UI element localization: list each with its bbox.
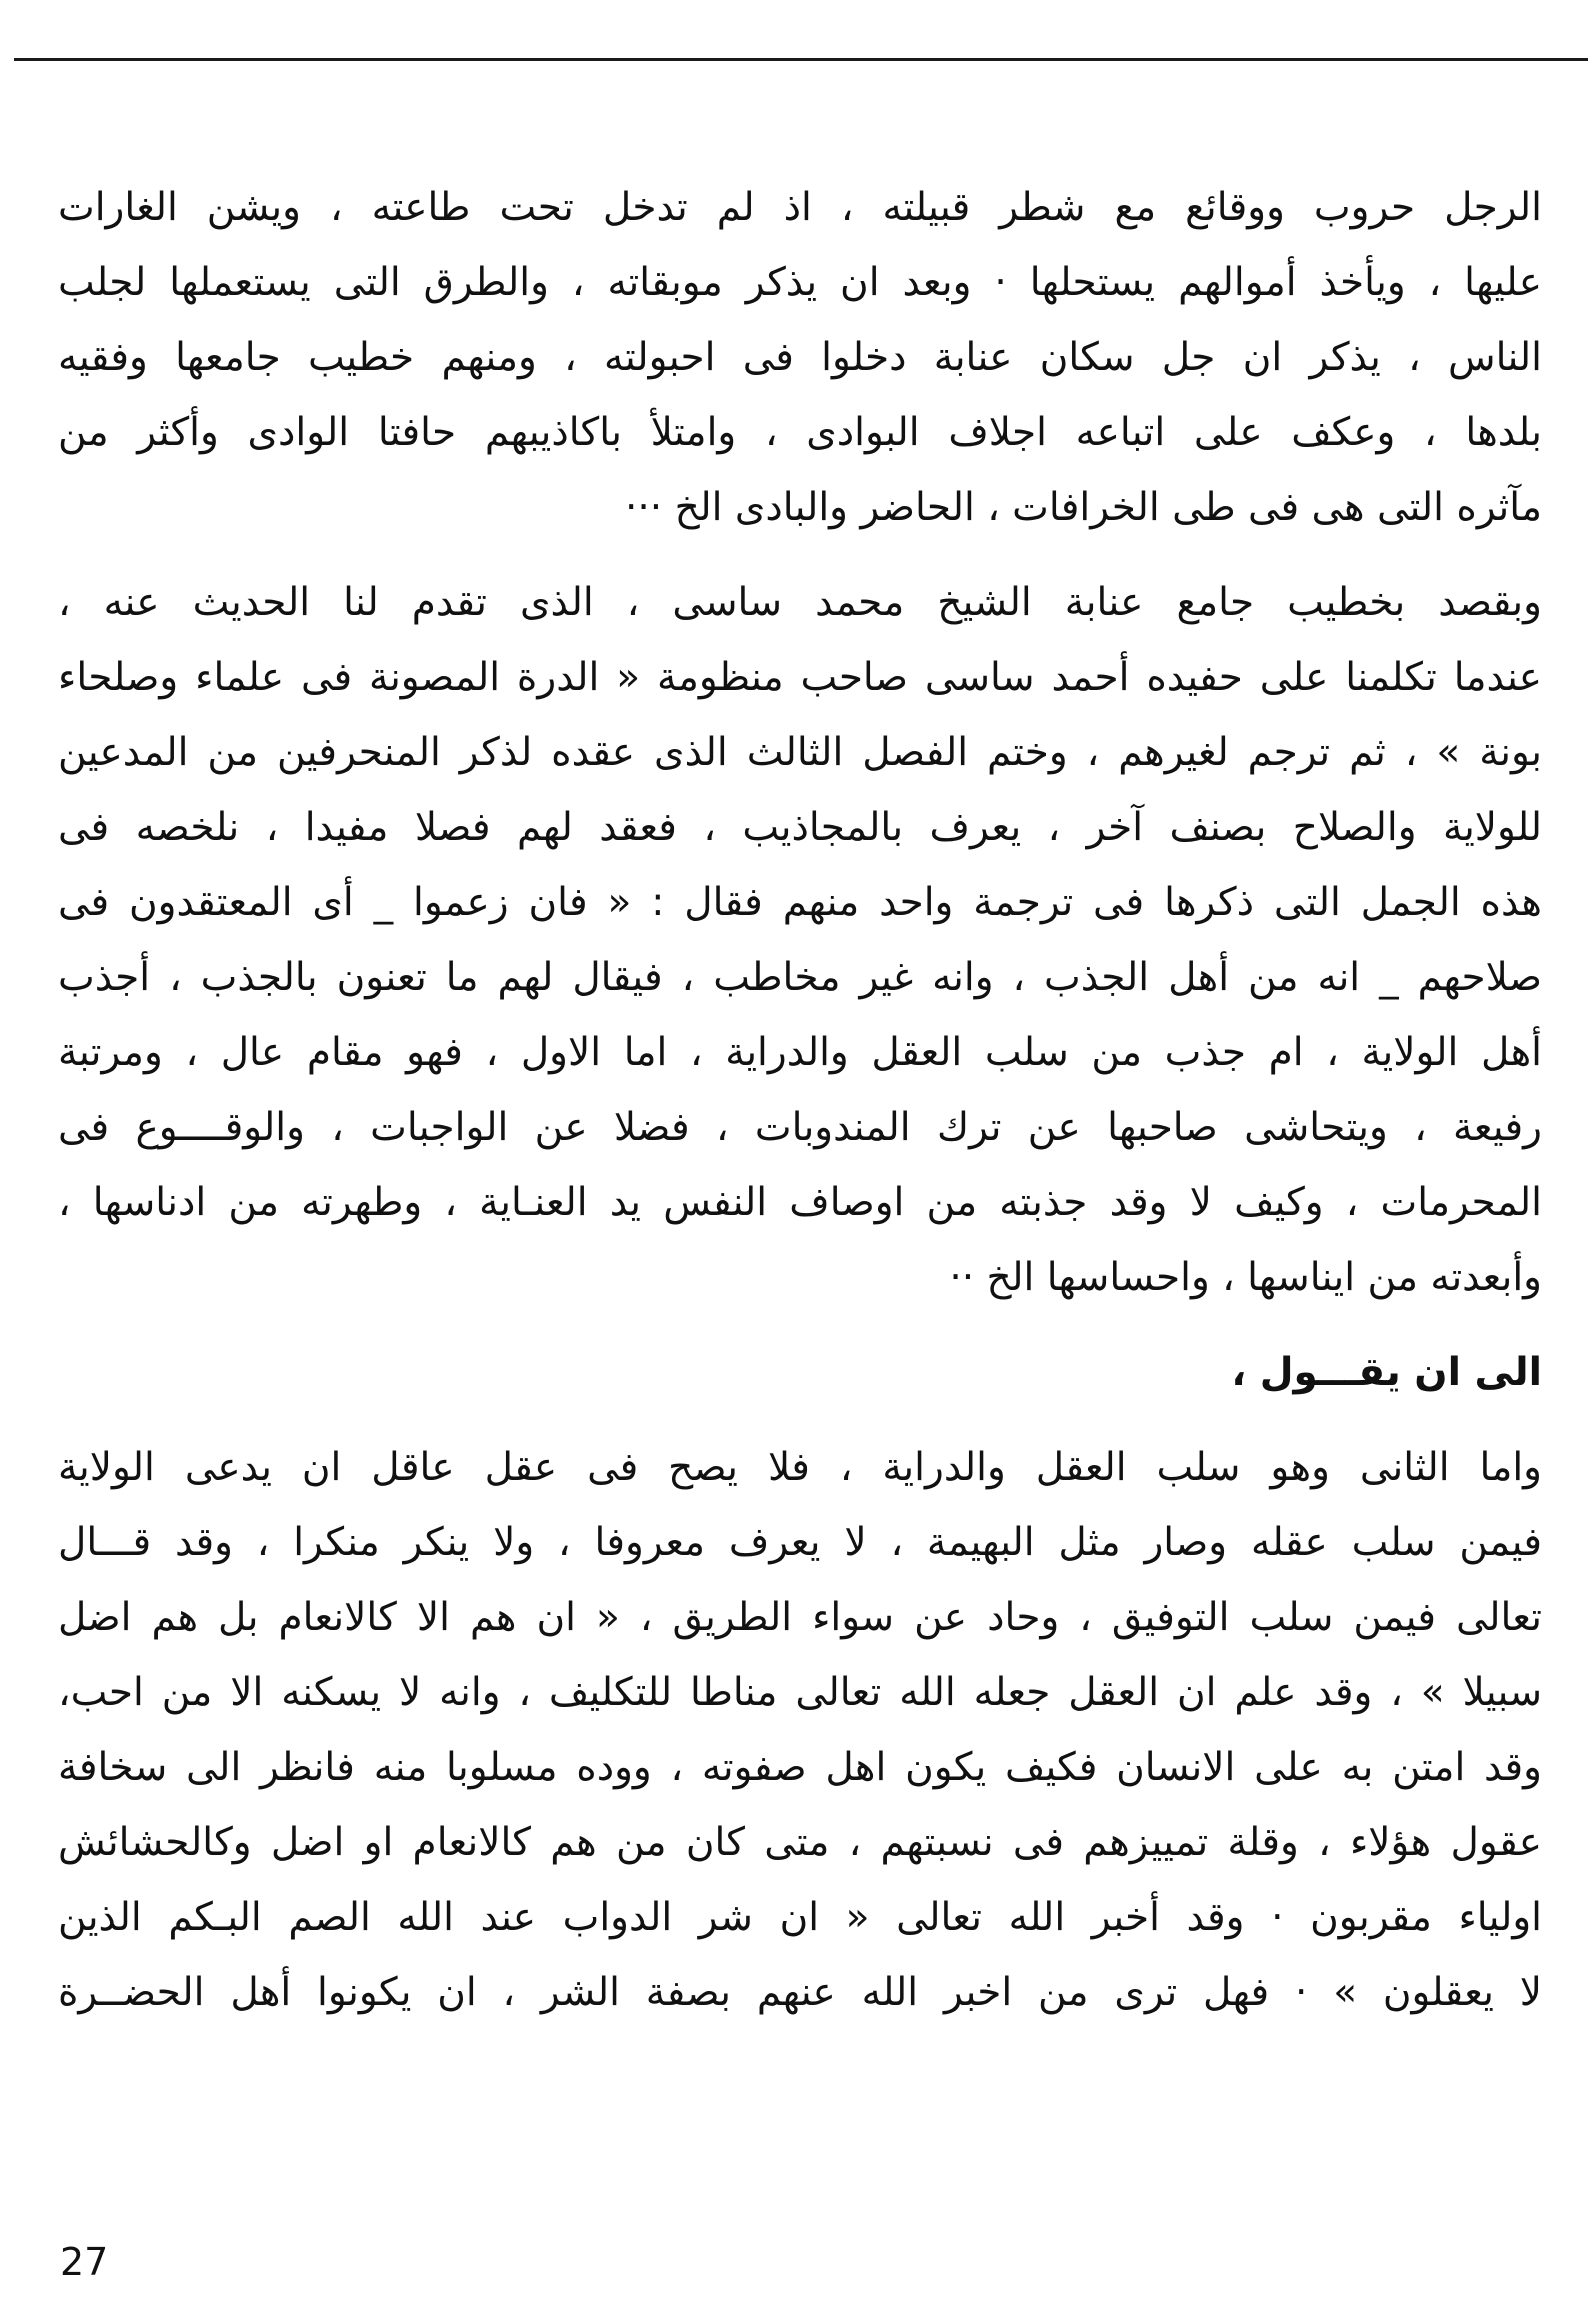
text-line: وبقصد بخطيب جامع عنابة الشيخ محمد ساسى ، الذى تقدم لنا الحديث عنه ، (58, 580, 1542, 625)
text-line: عقول هؤلاء ، وقلة تمييزهم فى نسبتهم ، متى كان من هم كالانعام او اضل وكالحشائش (58, 1820, 1542, 1865)
text-line: عندما تكلمنا على حفيده أحمد ساسى صاحب منظومة « الدرة المصونة فى علماء وصلحاء (58, 655, 1542, 700)
text-line: رفيعة ، ويتحاشى صاحبها عن ترك المندوبات ، فضلا عن الواجبات ، والوقــــوع فى (58, 1105, 1542, 1150)
text-line: مآثره التى هى فى طى الخرافات ، الحاضر والبادى الخ ··· (625, 485, 1542, 530)
text-line: فيمن سلب عقله وصار مثل البهيمة ، لا يعرف معروفا ، ولا ينكر منكرا ، وقد قـــال (58, 1520, 1542, 1565)
text-line: الناس ، يذكر ان جل سكان عنابة دخلوا فى احبولته ، ومنهم خطيب جامعها وفقيه (58, 335, 1542, 380)
text-line: واما الثانى وهو سلب العقل والدراية ، فلا يصح فى عقل عاقل ان يدعى الولاية (58, 1445, 1542, 1490)
text-line: صلاحهم _ انه من أهل الجذب ، وانه غير مخاطب ، فيقال لهم ما تعنون بالجذب ، أجذب (58, 955, 1542, 1000)
text-line: عليها ، ويأخذ أموالهم يستحلها · وبعد ان يذكر موبقاته ، والطرق التى يستعملها لجلب (58, 260, 1542, 305)
header-rule (14, 58, 1588, 61)
page-number: 27 (60, 2240, 109, 2284)
paragraph-3 (58, 1430, 1542, 2030)
text-line: تعالى فيمن سلب التوفيق ، وحاد عن سواء الطريق ، « ان هم الا كالانعام بل هم اضل (58, 1595, 1542, 1640)
text-line: وقد امتن به على الانسان فكيف يكون اهل صفوته ، ووده مسلوبا منه فانظر الى سخافة (58, 1745, 1542, 1790)
text-line: الرجل حروب ووقائع مع شطر قبيلته ، اذ لم تدخل تحت طاعته ، ويشن الغارات (58, 185, 1542, 230)
text-line: أهل الولاية ، ام جذب من سلب العقل والدراية ، اما الاول ، فهو مقام عال ، ومرتبة (58, 1030, 1542, 1075)
text-line: هذه الجمل التى ذكرها فى ترجمة واحد منهم فقال : « فان زعموا _ أى المعتقدون فى (58, 880, 1542, 925)
paragraph-1 (58, 170, 1542, 545)
heading-text: الى ان يقـــول ، (1231, 1350, 1542, 1395)
text-line: اولياء مقربون · وقد أخبر الله تعالى « ان شر الدواب عند الله الصم البـكم الذين (58, 1895, 1542, 1940)
page-body (58, 170, 1542, 2030)
text-line: وأبعدته من ايناسها ، واحساسها الخ ·· (949, 1255, 1542, 1300)
text-line: بونة » ، ثم ترجم لغيرهم ، وختم الفصل الثالث الذى عقده لذكر المنحرفين من المدعين (58, 730, 1542, 775)
text-line: المحرمات ، وكيف لا وقد جذبته من اوصاف النفس يد العنـاية ، وطهرته من ادناسها ، (58, 1180, 1542, 1225)
paragraph-2 (58, 565, 1542, 1315)
section-heading (58, 1335, 1542, 1410)
text-line: لا يعقلون » · فهل ترى من اخبر الله عنهم بصفة الشر ، ان يكونوا أهل الحضــرة (58, 1970, 1542, 2015)
text-line: للولاية والصلاح بصنف آخر ، يعرف بالمجاذيب ، فعقد لهم فصلا مفيدا ، نلخصه فى (58, 805, 1542, 850)
text-line: سبيلا » ، وقد علم ان العقل جعله الله تعالى مناطا للتكليف ، وانه لا يسكنه الا من احب، (58, 1670, 1542, 1715)
text-line: بلدها ، وعكف على اتباعه اجلاف البوادى ، وامتلأ باكاذيبهم حافتا الوادى وأكثر من (58, 410, 1542, 455)
